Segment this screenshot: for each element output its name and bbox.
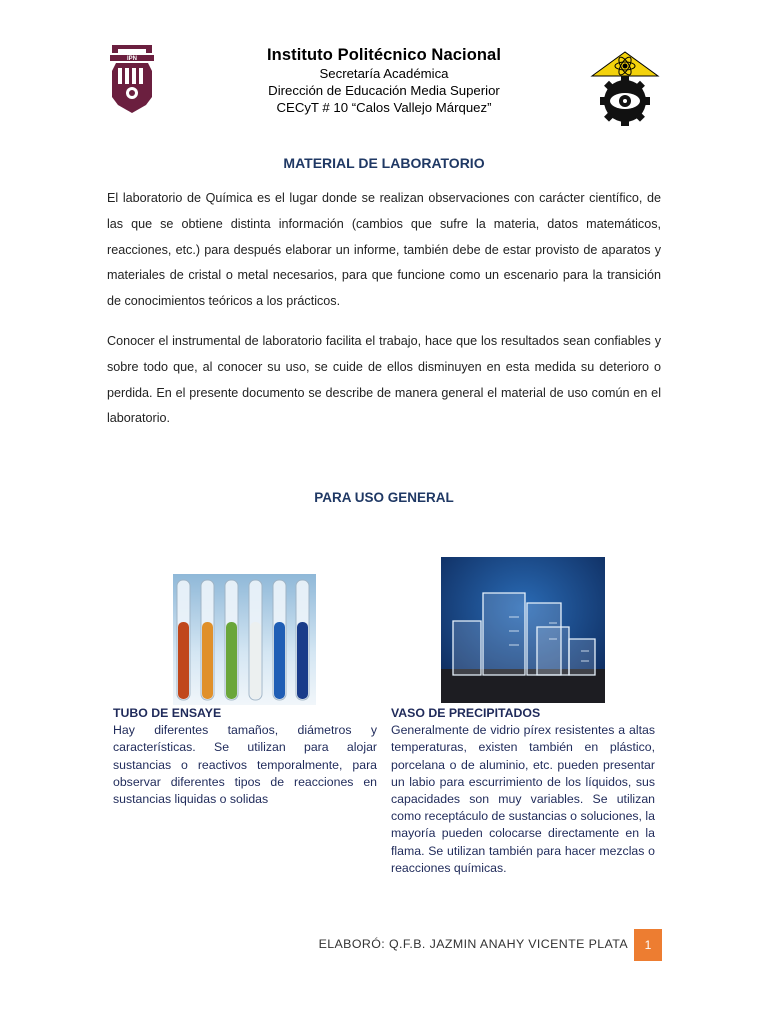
intro-paragraph-2: Conocer el instrumental de laboratorio facilita el trabajo, hace que los resultados sean confiables y sobre todo que, al conocer su uso, se cuide de ellos disminuyen en esta medida su deterioro o perdida. En el presente documento se describe de manera general el material de uso común en el laboratorio. xyxy=(107,334,661,426)
institution-name: Instituto Politécnico Nacional xyxy=(266,46,502,64)
document-header xyxy=(200,46,568,116)
header-line-3: CECyT # 10 “Calos Vallejo Márquez” xyxy=(276,100,492,115)
item-beaker-title: VASO DE PRECIPITADOS xyxy=(391,706,541,720)
item-test-tube-description: Hay diferentes tamaños, diámetros y características. Se utilizan para alojar sustancias o reactivos temporalmente, para observar diferentes tipos de reacciones en sustancias liquidas o solidas xyxy=(113,723,377,807)
cecyt-logo xyxy=(588,46,662,126)
footer-author: ELABORÓ: Q.F.B. JAZMIN ANAHY VICENTE PLATA xyxy=(318,937,628,951)
item-test-tube-title: TUBO DE ENSAYE xyxy=(113,706,222,720)
section-title: PARA USO GENERAL xyxy=(314,490,454,505)
item-test-tube xyxy=(113,705,377,808)
header-line-1: Secretaría Académica xyxy=(319,66,449,81)
ipn-logo-text: IPN xyxy=(126,56,138,62)
page-number: 1 xyxy=(634,929,662,961)
document-title: MATERIAL DE LABORATORIO xyxy=(283,155,485,171)
ipn-logo xyxy=(106,41,158,116)
item-beaker xyxy=(391,705,655,877)
header-line-2: Dirección de Educación Media Superior xyxy=(268,83,500,98)
test-tubes-image xyxy=(173,574,316,705)
intro-paragraph-1: El laboratorio de Química es el lugar donde se realizan observaciones con carácter científico, de las que se obtiene distinta información (cambios que sufre la materia, datos matemáticos, reacciones, etc.) para después elaborar un informe, también debe de estar provisto de aparatos y materiales de cristal o metal necesarios, para que funcione como un escenario para la transición de conocimientos teóricos a los prácticos. xyxy=(107,191,661,309)
item-beaker-description: Generalmente de vidrio pírex resistentes a altas temperaturas, existen también en plástico, porcelana o de aluminio, etc. pueden presentar un labio para escurrimiento de los líquidos, sus capacidades son muy variables. Se utilizan como receptáculo de sustancias o soluciones, la mayoría pueden colocarse directamente en la flama. Se utilizan también para hacer mezclas o reacciones químicas. xyxy=(391,723,655,875)
beakers-image xyxy=(441,557,605,703)
